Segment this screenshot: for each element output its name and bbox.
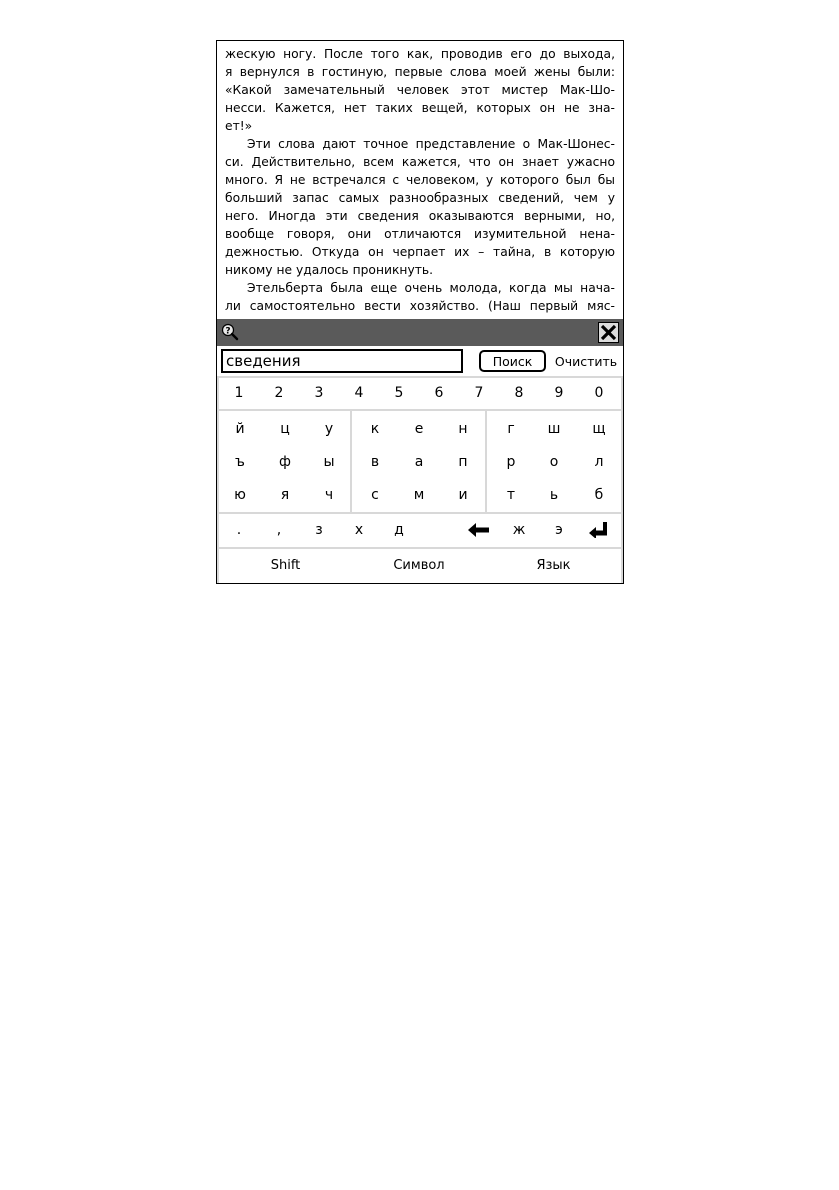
key-letter[interactable]: и — [458, 487, 468, 503]
key-letter[interactable]: э — [555, 522, 563, 538]
text-line: Этельберта была еще очень молода, когда мы нача- — [247, 281, 615, 295]
clear-button[interactable]: Очистить — [554, 353, 618, 369]
key-letter[interactable]: м — [413, 487, 425, 503]
key-digit[interactable]: 8 — [514, 385, 524, 401]
svg-text:?: ? — [225, 326, 231, 337]
text-line: ет!» — [225, 119, 253, 133]
key-letter[interactable]: е — [414, 421, 424, 437]
text-line: ли самостоятельно вести хозяйство. (Наш первый мяс- — [225, 299, 615, 313]
text-line: си. Действительно, всем кажется, что он знает ужасно — [225, 155, 615, 169]
key-letter[interactable]: т — [506, 487, 516, 503]
text-line: «Какой замечательный человек этот мистер Мак-Шо- — [225, 83, 615, 97]
enter-icon[interactable] — [579, 514, 619, 546]
language-key[interactable]: Язык — [536, 557, 571, 573]
text-line: никому не удалось проникнуть. — [225, 263, 434, 277]
backspace-icon[interactable] — [459, 514, 499, 546]
key-digit[interactable]: 3 — [314, 385, 324, 401]
text-line: дежностью. Откуда он черпает их – тайна, в которую — [225, 245, 615, 259]
search-help-icon[interactable] — [221, 323, 239, 341]
key-digit[interactable]: 7 — [474, 385, 484, 401]
search-button[interactable]: Поиск — [479, 350, 546, 372]
text-line: много. Я не встречался с человеком, у которого был бы — [225, 173, 615, 187]
key-space[interactable] — [419, 514, 459, 546]
key-letter[interactable]: ш — [547, 421, 561, 437]
search-input-row — [217, 346, 623, 376]
key-digit[interactable]: 9 — [554, 385, 564, 401]
key-letter[interactable]: б — [594, 487, 604, 503]
shift-key[interactable]: Shift — [270, 557, 301, 573]
keyboard-divider — [350, 411, 352, 512]
search-toolbar — [217, 319, 623, 346]
text-line: больший запас самых разнообразных сведений, чем у — [225, 191, 615, 205]
key-letter[interactable]: й — [235, 421, 245, 437]
key-digit[interactable]: 6 — [434, 385, 444, 401]
book-text — [217, 41, 623, 319]
key-letter[interactable]: ы — [323, 454, 335, 470]
on-screen-keyboard — [217, 376, 623, 583]
symbol-key[interactable]: Символ — [393, 557, 445, 573]
text-line: я вернулся в гостиную, первые слова моей жены были: — [225, 65, 615, 79]
key-letter[interactable]: х — [354, 522, 364, 538]
key-letter[interactable]: а — [414, 454, 424, 470]
key-letter[interactable]: в — [370, 454, 380, 470]
key-period[interactable]: . — [236, 522, 242, 538]
key-letter[interactable]: ц — [280, 421, 290, 437]
keyboard-divider — [219, 409, 621, 411]
reader-device — [216, 40, 624, 584]
key-letter[interactable]: у — [324, 421, 334, 437]
key-letter[interactable]: о — [549, 454, 559, 470]
key-letter[interactable]: н — [458, 421, 468, 437]
text-line: него. Иногда эти сведения оказываются верными, но, — [225, 209, 615, 223]
key-digit[interactable]: 4 — [354, 385, 364, 401]
key-letter[interactable]: р — [506, 454, 516, 470]
key-digit[interactable]: 2 — [274, 385, 284, 401]
key-letter[interactable]: ъ — [235, 454, 245, 470]
key-letter[interactable]: ч — [324, 487, 334, 503]
key-letter[interactable]: к — [370, 421, 380, 437]
key-letter[interactable]: ж — [512, 522, 526, 538]
text-line: Эти слова дают точное представление о Мак-Шонес- — [247, 137, 615, 151]
key-letter[interactable]: г — [507, 421, 515, 437]
key-letter[interactable]: щ — [592, 421, 606, 437]
key-letter[interactable]: ь — [549, 487, 559, 503]
key-comma[interactable]: , — [276, 522, 282, 538]
key-letter[interactable]: з — [315, 522, 323, 538]
key-letter[interactable]: п — [458, 454, 468, 470]
key-letter[interactable]: я — [280, 487, 290, 503]
key-letter[interactable]: ю — [234, 487, 246, 503]
key-letter[interactable]: л — [594, 454, 604, 470]
key-digit[interactable]: 0 — [594, 385, 604, 401]
key-letter[interactable]: д — [394, 522, 404, 538]
text-line: вообще говоря, они отличаются изумительной нена- — [225, 227, 615, 241]
keyboard-divider — [621, 376, 623, 583]
key-digit[interactable]: 5 — [394, 385, 404, 401]
keyboard-divider — [485, 411, 487, 512]
text-line: несси. Кажется, нет таких вещей, которых он не зна- — [225, 101, 615, 115]
text-line: жескую ногу. После того как, проводив его до выхода, — [225, 47, 615, 61]
key-letter[interactable]: с — [371, 487, 379, 503]
close-icon[interactable] — [598, 322, 619, 343]
search-input[interactable] — [221, 349, 463, 373]
key-letter[interactable]: ф — [279, 454, 291, 470]
key-digit[interactable]: 1 — [234, 385, 244, 401]
